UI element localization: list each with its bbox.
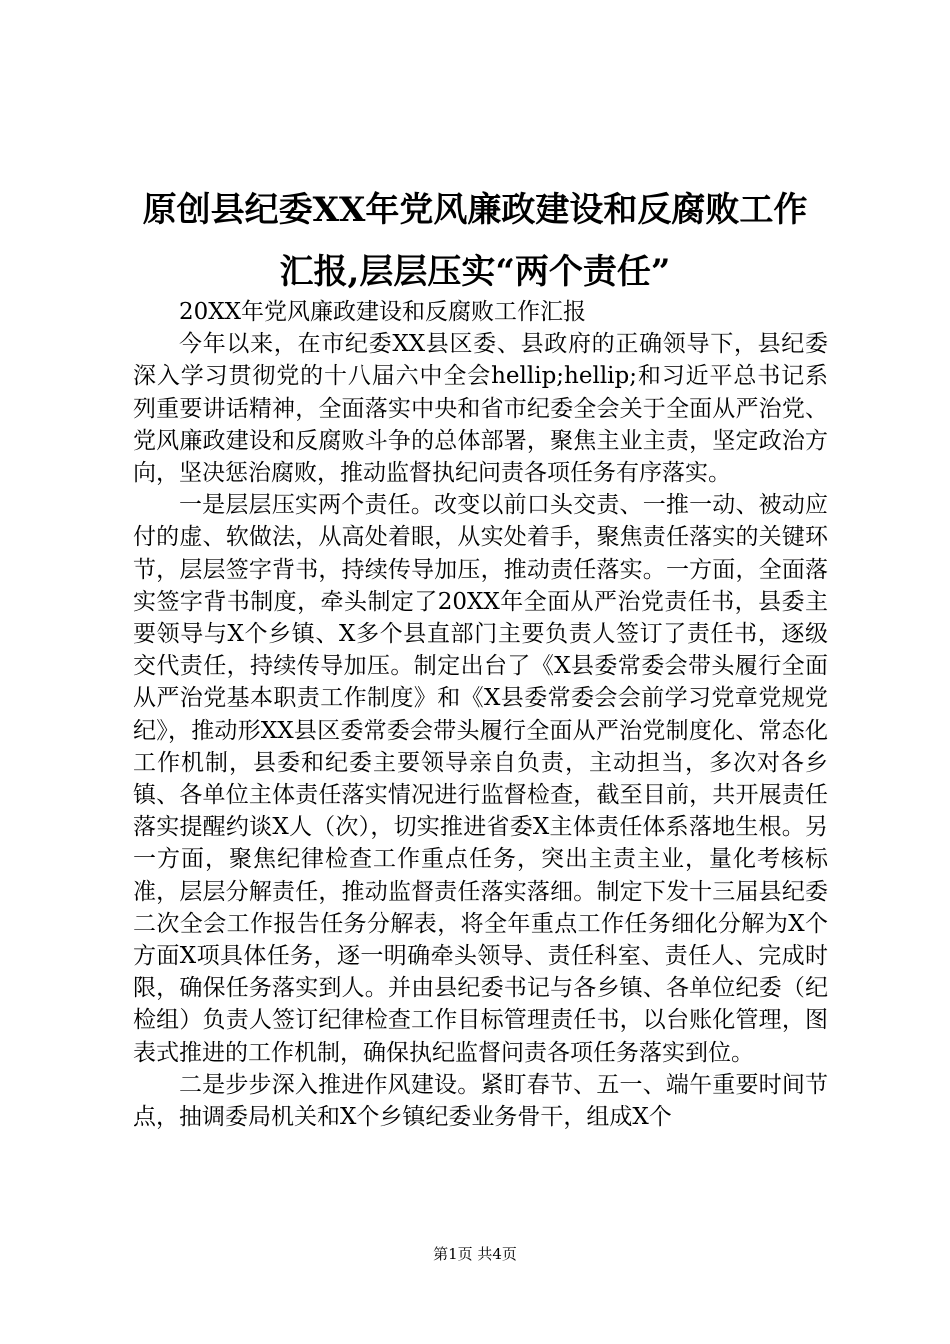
document-title-line-2: 汇报,层层压实“两个责任”: [279, 252, 671, 292]
paragraph-work-style: 二是步步深入推进作风建设。紧盯春节、五一、端午重要时间节点，抽调委局机关和X个乡镇纪委业务骨干，组成X个: [133, 1071, 828, 1131]
paragraph-responsibility: 一是层层压实两个责任。改变以前口头交责、一推一动、被动应付的虚、软做法，从高处着眼，从实处着手，聚焦责任落实的关键环节，层层签字背书，持续传导加压，推动责任落实。一方面，全面落实签字背书制度，牵头制定了20XX年全面从严治党责任书，县委主要领导与X个乡镇、X多个县直部门主要负责人签订了责任书，逐级交代责任，持续传导加压。制定出台了《X县委常委会带头履行全面从严治党基本职责工作制度》和《X县委常委会会前学习党章党规党纪》，推动形XX县区委常委会带头履行全面从严治党制度化、常态化工作机制，县委和纪委主要领导亲自负责，主动担当，多次对各乡镇、各单位主体责任落实情况进行监督检查，截至目前，共开展责任落实提醒约谈X人（次），切实推进省委X主体责任体系落地生根。另一方面，聚焦纪律检查工作重点任务，突出主责主业，量化考核标准，层层分解责任，推动监督责任落实落细。制定下发十三届县纪委二次全会工作报告任务分解表，将全年重点工作任务细化分解为X个方面X项具体任务，逐一明确牵头领导、责任科室、责任人、完成时限，确保任务落实到人。并由县纪委书记与各乡镇、各单位纪委（纪检组）负责人签订纪律检查工作目标管理责任书，以台账化管理，图表式推进的工作机制，确保执纪监督问责各项任务落实到位。: [133, 492, 828, 1066]
document-body: [133, 296, 828, 1133]
page-footer: 第1页 共4页: [433, 1245, 517, 1263]
document-title-line-1: 原创县纪委XX年党风廉政建设和反腐败工作: [142, 190, 808, 230]
document-subtitle: 20XX年党风廉政建设和反腐败工作汇报: [179, 299, 587, 325]
paragraph-intro: 今年以来，在市纪委XX县区委、县政府的正确领导下，县纪委深入学习贯彻党的十八届六中全会hellip;hellip;和习近平总书记系列重要讲话精神，全面落实中央和省市纪委全会关于全面从严治党、党风廉政建设和反腐败斗争的总体部署，聚焦主业主责，坚定政治方向，坚决惩治腐败，推动监督执纪问责各项任务有序落实。: [133, 331, 828, 487]
